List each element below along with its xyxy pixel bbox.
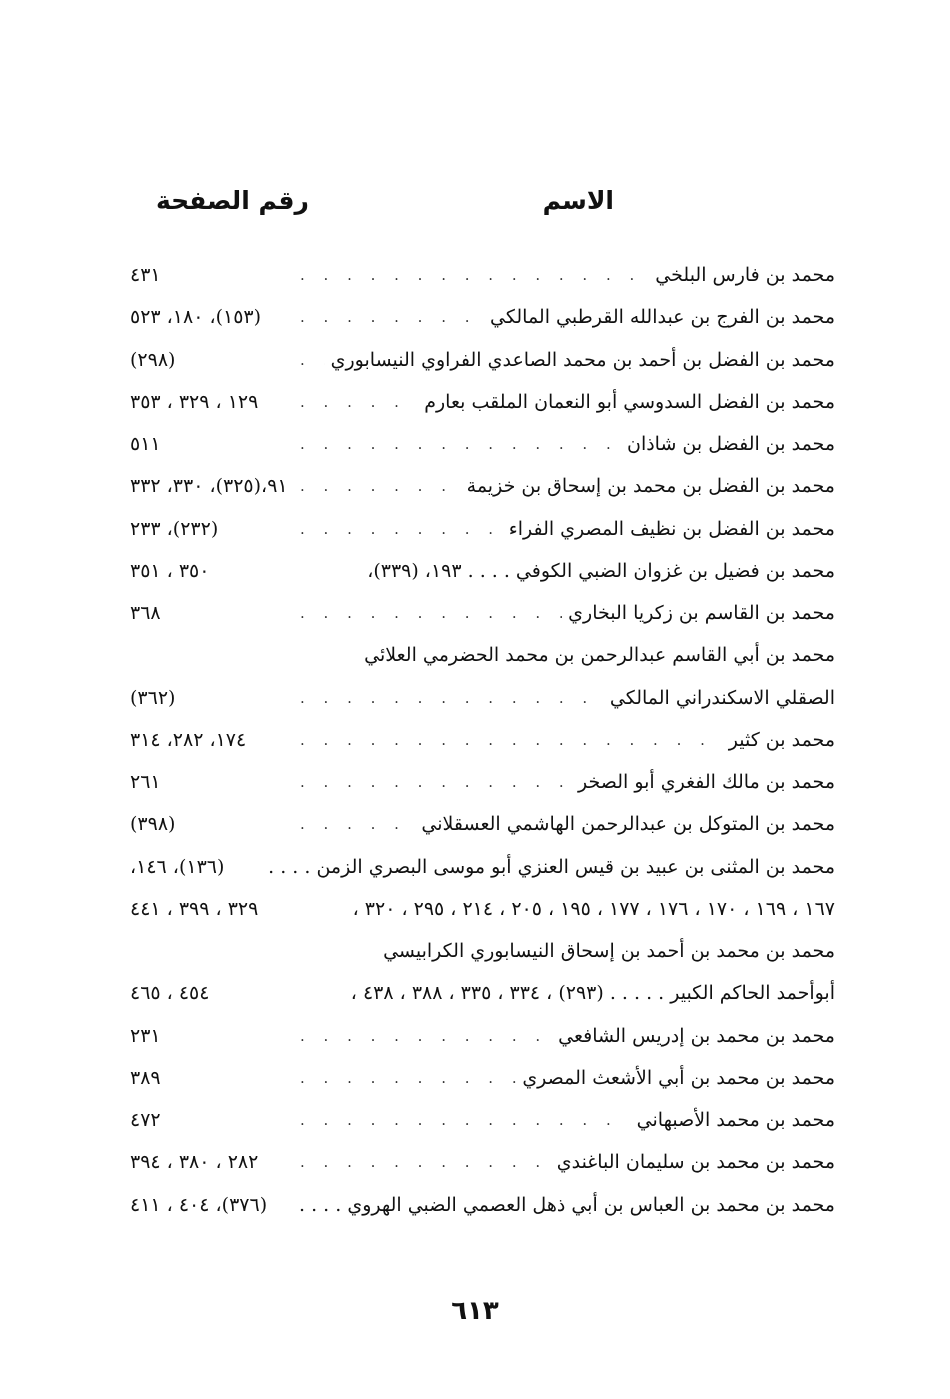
entry-pages: ١٢٩ ، ٣٢٩ ، ٣٥٣ <box>130 390 259 413</box>
index-entry <box>130 465 835 507</box>
entry-pages: ٥١١ <box>130 433 161 455</box>
entry-pages: ٣٦٨ <box>130 602 161 624</box>
entry-pages: (٢٩٨) <box>130 348 176 371</box>
entry-pages: (١٣٦)، ١٤٦، <box>130 855 225 878</box>
index-entry <box>130 1141 835 1183</box>
entry-name: محمد بن كثير <box>723 719 835 761</box>
index-entry <box>130 423 835 465</box>
entry-pages: ٣٥٠ ، ٣٥١ <box>130 559 210 582</box>
index-entry <box>130 634 835 676</box>
index-entry <box>130 254 835 296</box>
entry-pages: ٢٨٢ ، ٣٨٠ ، ٣٩٤ <box>130 1151 259 1174</box>
entry-name: محمد بن الفضل بن نظيف المصري الفراء <box>503 508 835 550</box>
index-entry <box>130 846 835 888</box>
entry-name: محمد بن المتوكل بن عبدالرحمن الهاشمي العسقلاني <box>415 803 835 845</box>
entry-name: الصقلي الاسكندراني المالكي <box>604 677 835 719</box>
entry-name: محمد بن محمد بن سليمان الباغندي <box>551 1141 835 1183</box>
entry-name: محمد بن الفضل بن أحمد بن محمد الصاعدي الفراوي النيسابوري <box>325 339 835 381</box>
index-entry <box>130 296 835 338</box>
entry-pages: ٤٥٤ ، ٤٦٥ <box>130 982 210 1005</box>
index-entry <box>130 1057 835 1099</box>
entry-name: محمد بن محمد الأصبهاني <box>631 1099 835 1141</box>
name-column-header: الاسم <box>542 186 614 215</box>
index-entry <box>130 381 835 423</box>
entry-pages: ٤٣١ <box>130 264 161 286</box>
index-entry <box>130 677 835 719</box>
entry-name: محمد بن الفضل بن محمد بن إسحاق بن خزيمة <box>461 465 835 507</box>
entry-name: محمد بن الفضل بن شاذان <box>621 423 835 465</box>
page-number-column-header: رقم الصفحة <box>156 186 309 215</box>
entry-pages: ٣٨٩ <box>130 1066 161 1089</box>
entry-name: محمد بن محمد بن العباس بن أبي ذهل العصمي الضبي الهروي . . . . <box>293 1184 835 1226</box>
index-entry <box>130 803 835 845</box>
index-entry <box>130 1015 835 1057</box>
index-entry <box>130 508 835 550</box>
entry-name: محمد بن محمد بن أحمد بن إسحاق النيسابوري الكرابيسي <box>377 930 835 972</box>
entry-name: محمد بن محمد بن إدريس الشافعي <box>552 1015 835 1057</box>
index-entry <box>130 972 835 1014</box>
entry-pages: (١٥٣)، ١٨٠، ٥٢٣ <box>130 306 262 329</box>
index-entry <box>130 1099 835 1141</box>
entry-pages: ٢٣١ <box>130 1024 161 1047</box>
entry-name: محمد بن المثنى بن عبيد بن قيس العنزي أبو موسى البصري الزمن . . . . <box>262 846 835 888</box>
index-entry <box>130 1184 835 1226</box>
index-entry <box>130 719 835 761</box>
entry-name: محمد بن فارس البلخي <box>649 254 835 296</box>
entry-name: ١٦٧ ، ١٦٩ ، ١٧٠ ، ١٧٦ ، ١٧٧ ، ١٩٥ ، ٢٠٥ ، ٢١٤ ، ٢٩٥ ، ٣٢٠ ، <box>347 888 835 930</box>
entry-name: محمد بن محمد بن أبي الأشعث المصري <box>516 1057 835 1099</box>
index-entry <box>130 550 835 592</box>
index-entries <box>130 254 835 1226</box>
index-entry <box>130 761 835 803</box>
entry-pages: (٣٧٦)، ٤٠٤ ، ٤١١ <box>130 1193 268 1216</box>
entry-name: محمد بن مالك الفغري أبو الصخر <box>572 761 835 803</box>
index-entry <box>130 888 835 930</box>
entry-pages: (٢٣٢)، ٢٣٣ <box>130 517 219 540</box>
entry-pages: ٣٢٩ ، ٣٩٩ ، ٤٤١ <box>130 897 259 920</box>
entry-name: محمد بن الفرج بن عبدالله القرطبي المالكي <box>484 296 835 338</box>
entry-pages: ٤٧٢ <box>130 1109 161 1131</box>
entry-pages: ٢٦١ <box>130 771 161 793</box>
index-entry <box>130 930 835 972</box>
entry-name: محمد بن أبي القاسم عبدالرحمن بن محمد الحضرمي العلائي <box>358 634 835 676</box>
entry-name: محمد بن الفضل السدوسي أبو النعمان الملقب بعارم <box>418 381 835 423</box>
index-entry <box>130 592 835 634</box>
entry-pages: ٩١،(٣٢٥)، ٣٣٠، ٣٣٢ <box>130 475 288 498</box>
entry-name: محمد بن القاسم بن زكريا البخاري <box>562 592 835 634</box>
entry-pages: (٣٩٨) <box>130 813 176 836</box>
entry-pages: (٣٦٢) <box>130 686 176 709</box>
entry-pages: ١٧٤، ٢٨٢، ٣١٤ <box>130 728 247 751</box>
entry-name: أبوأحمد الحاكم الكبير . . . . . (٢٩٣) ، ٣٣٤ ، ٣٣٥ ، ٣٨٨ ، ٤٣٨ ، <box>345 972 835 1014</box>
index-entry <box>130 339 835 381</box>
page-number: ٦١٣ <box>451 1296 499 1326</box>
entry-name: محمد بن فضيل بن غزوان الضبي الكوفي . . . . ١٩٣، (٣٣٩)، <box>361 550 835 592</box>
